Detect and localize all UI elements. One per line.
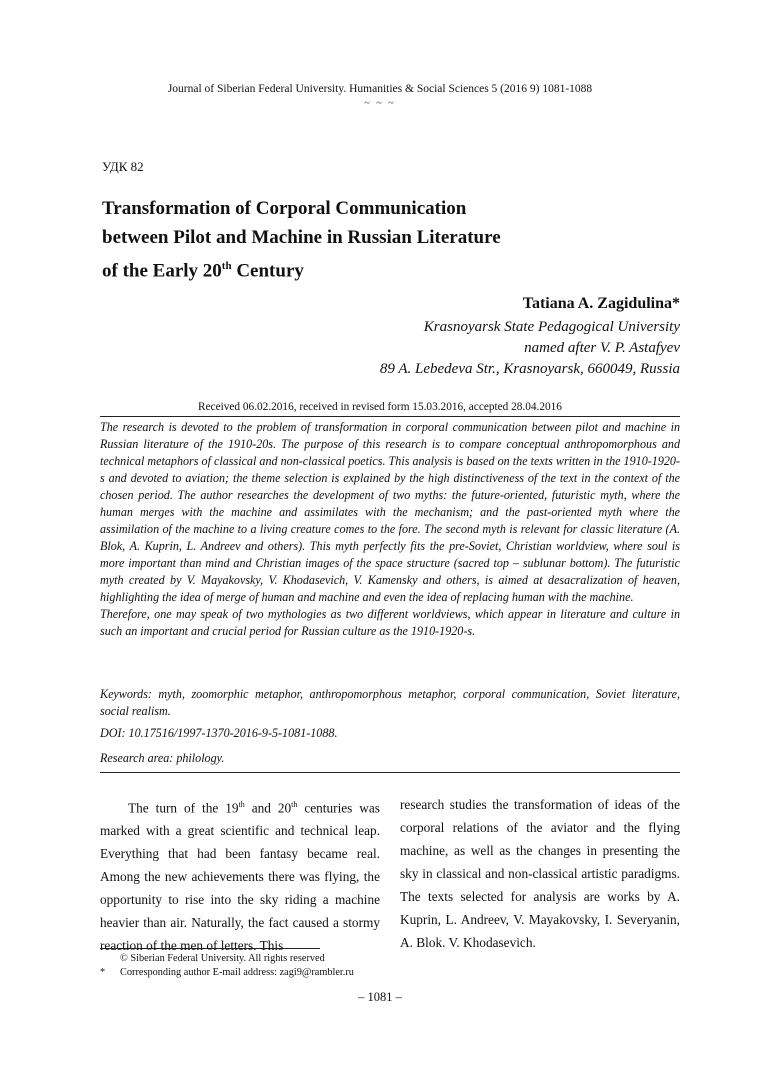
body-column-right bbox=[400, 793, 680, 954]
title-line-1: Transformation of Corporal Communication bbox=[102, 198, 467, 219]
article-title bbox=[102, 194, 582, 285]
doi: DOI: 10.17516/1997-1370-2016-9-5-1081-1088. bbox=[100, 726, 338, 740]
research-area: Research area: philology. bbox=[100, 751, 225, 765]
page-number: – 1081 – bbox=[358, 990, 402, 1004]
affiliation-line-2: named after V. P. Astafyev bbox=[524, 340, 680, 356]
abstract-bottom-rule bbox=[100, 772, 680, 773]
keywords: Keywords: myth, zoomorphic metaphor, anthropomorphous metaphor, corporal communication, Soviet literature, social realism. bbox=[100, 687, 680, 718]
body-paragraph-left: The turn of the 19th and 20th centuries was marked with a great scientific and technical leap. Everything that had been fantasy became real. Among the new achievements there was flying, the opportunity to rise into the sky riding a machine heavier than air. Naturally, the fact caused a stormy reaction of the men of letters. This bbox=[100, 800, 380, 954]
affiliation-line-3: 89 A. Lebedeva Str., Krasnoyarsk, 660049, Russia bbox=[379, 361, 680, 377]
udk-code: УДК 82 bbox=[102, 159, 144, 174]
abstract bbox=[100, 419, 680, 640]
title-line-3: of the Early 20th Century bbox=[102, 260, 304, 282]
title-superscript: th bbox=[221, 260, 232, 272]
journal-header: Journal of Siberian Federal University. Humanities & Social Sciences 5 (2016 9) 1081-1088 bbox=[167, 83, 593, 95]
title-line-2: between Pilot and Machine in Russian Literature bbox=[102, 227, 501, 248]
received-dates: Received 06.02.2016, received in revised form 15.03.2016, accepted 28.04.2016 bbox=[198, 401, 562, 413]
abstract-paragraph-2: Therefore, one may speak of two mythologies as two different worldviews, which appear in literature and culture in such an important and crucial period for Russian culture as the 1910-1920-s. bbox=[100, 607, 680, 638]
body-paragraph-right: research studies the transformation of ideas of the corporal relations of the aviator and the flying machine, as well as the changes in presenting the sky in classical and non-classical artistic paradigms. The texts selected for analysis are works by A. Kuprin, L. Andreev, V. Mayakovsky, I. Severyanin, A. Blok. V. Khodasevich. bbox=[400, 797, 680, 950]
author-name: Tatiana A. Zagidulina* bbox=[522, 295, 680, 312]
header-ornament: ~ ~ ~ bbox=[364, 98, 396, 109]
abstract-top-rule bbox=[100, 416, 680, 417]
abstract-paragraph-1: The research is devoted to the problem of transformation in corporal communication between pilot and machine in Russian literature of the 1910-20s. The purpose of this research is to compare conceptual anthropomorphous and technical metaphors of classical and non-classical poetics. This analysis is based on the texts written in the 1910-1920-s and devoted to aviation; the theme selection is explained by the high distinctiveness of the text in the context of the chosen period. The author researches the development of two myths: the future-oriented, futuristic myth, where the human merges with the machine and assimilates with the mechanism; and the past-oriented myth where the assimilation of the machine to a living creature comes to the fore. The second myth is relevant for classic literature (A. Blok, A. Kuprin, L. Andreev and others). This myth perfectly fits the pre-Soviet, Christian worldview, where soul is more important than mind and Christian images of the space structure (sacred top – sublunar bottom). The futuristic myth created by V. Mayakovsky, V. Khodasevich, V. Kamensky and others, is aimed at desacralization of heaven, highlighting the idea of merge of human and machine and even the idea of replacing human with the machine. bbox=[100, 420, 680, 604]
footnote-corresponding: * Corresponding author E-mail address: zagi9@rambler.ru bbox=[100, 967, 354, 978]
footnote-rule bbox=[100, 948, 320, 949]
footnote-copyright: © Siberian Federal University. All rights reserved bbox=[120, 953, 325, 964]
affiliation-line-1: Krasnoyarsk State Pedagogical University bbox=[423, 319, 680, 335]
body-column-left bbox=[100, 793, 380, 957]
footnote-mark: * bbox=[100, 967, 106, 978]
